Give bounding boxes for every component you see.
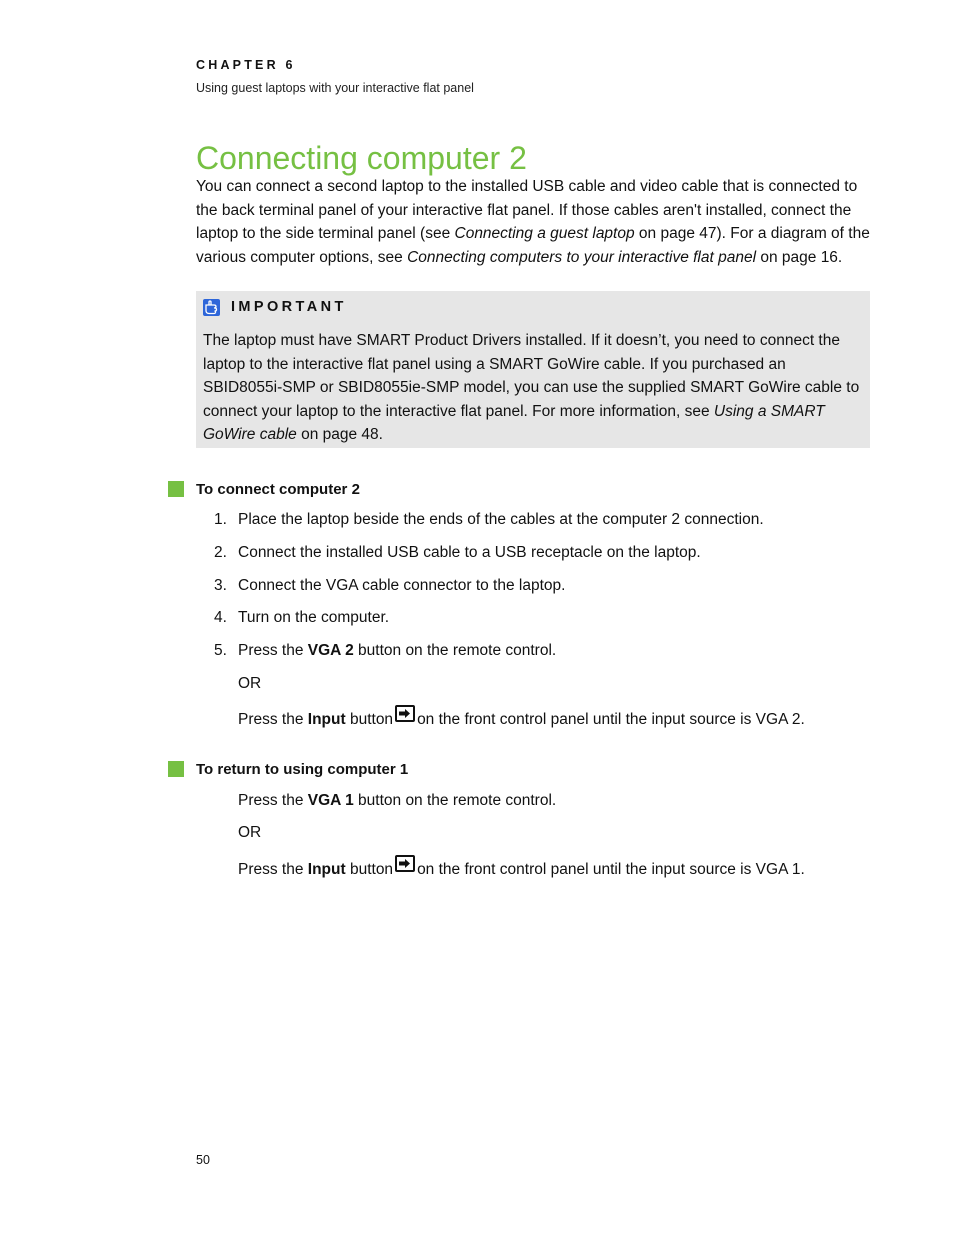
cross-reference: Using a SMART GoWire cable: [203, 402, 825, 443]
step-text-part: on the front control panel until the input source is VGA 2.: [417, 711, 805, 728]
or-text: OR: [238, 824, 262, 841]
step-text: Connect the VGA cable connector to the laptop.: [238, 577, 566, 594]
note-text: on page 48.: [296, 426, 383, 443]
chapter-subtitle: Using guest laptops with your interactive flat panel: [196, 81, 474, 95]
button-name: VGA 2: [307, 642, 354, 659]
section-title: Connecting computer 2: [196, 140, 527, 176]
procedure-square-icon: [168, 481, 184, 497]
alternative-step: [238, 859, 805, 880]
important-note: [196, 291, 870, 448]
procedure-square-icon: [168, 761, 184, 777]
or-text: OR: [238, 675, 262, 692]
intro-text: on page 47). For a diagram of the various computer options, see: [196, 225, 870, 266]
step-text-part: on the front control panel until the input source is VGA 1.: [417, 861, 805, 878]
input-button-icon: [395, 855, 415, 872]
intro-text: on page 16.: [756, 248, 843, 266]
step-number: 3.: [214, 577, 227, 594]
step-text-part: button: [345, 861, 394, 878]
step-text-part: button on the remote control.: [353, 642, 557, 659]
button-name: Input: [307, 711, 346, 728]
step-text: Place the laptop beside the ends of the cables at the computer 2 connection.: [238, 511, 764, 528]
step-number: 2.: [214, 544, 227, 561]
step-number: 1.: [214, 511, 227, 528]
alternative-step: [238, 709, 805, 730]
button-name: Input: [307, 861, 346, 878]
button-name: VGA 1: [307, 792, 354, 809]
procedure-heading-text: To return to using computer 1: [196, 761, 409, 778]
chapter-label: CHAPTER 6: [196, 58, 296, 72]
step-text-part: button on the remote control.: [353, 792, 557, 809]
important-text: [203, 329, 867, 447]
step-text-part: Press the: [238, 642, 308, 659]
step-text: Turn on the computer.: [238, 609, 390, 626]
step-text-part: Press the: [238, 792, 308, 809]
intro-paragraph: [196, 175, 872, 269]
procedure-heading-text: To connect computer 2: [196, 481, 360, 498]
step-number: 4.: [214, 609, 227, 626]
cross-reference: Connecting a guest laptop: [454, 225, 635, 242]
step-text: [238, 791, 556, 811]
step-text: Connect the installed USB cable to a USB receptacle on the laptop.: [238, 544, 701, 561]
step-text-part: Press the: [238, 711, 308, 728]
input-button-icon: [395, 705, 415, 722]
intro-text: You can connect a second laptop to the installed USB cable and video cable that is connected to the back terminal panel of your interactive flat panel. If those cables aren't installed, connect the laptop to the side terminal panel (see: [196, 178, 858, 242]
cross-reference: Connecting computers to your interactive flat panel: [407, 248, 757, 266]
step-number: 5.: [214, 642, 227, 659]
step-text-part: button: [345, 711, 394, 728]
step-text-part: Press the: [238, 861, 308, 878]
note-text: The laptop must have SMART Product Drivers installed. If it doesn’t, you need to connect the laptop to the interactive flat panel using a SMART GoWire cable. If you purchased an SBID8055i-SMP or SBID8055ie-SMP model, you can use the supplied SMART GoWire cable to connect your laptop to the interactive flat panel. For more information, see: [203, 332, 860, 420]
step-text: [238, 641, 556, 661]
page-number: 50: [196, 1153, 210, 1167]
important-label: IMPORTANT: [231, 299, 347, 315]
pointing-hand-icon: [203, 299, 220, 316]
